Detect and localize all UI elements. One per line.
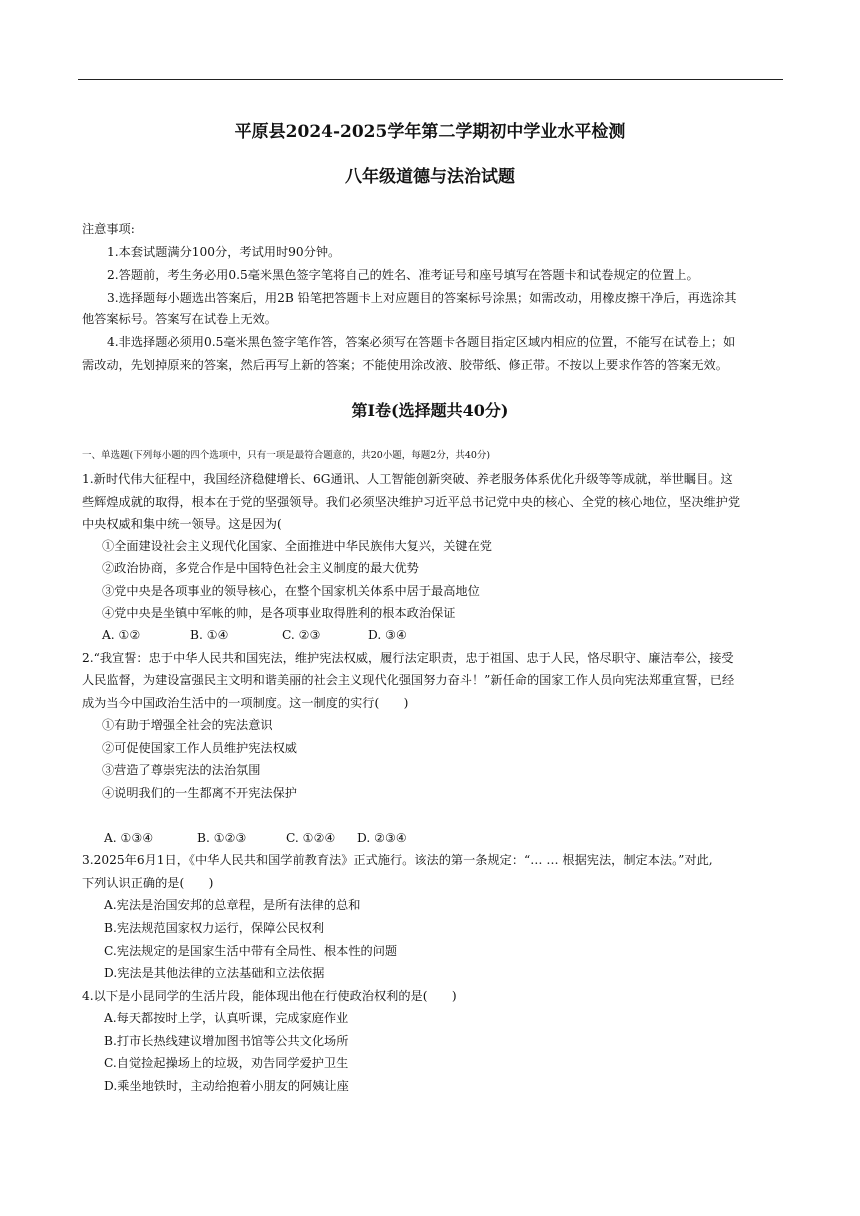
- q1-statement-1: ①全面建设社会主义现代化国家、全面推进中华民族伟大复兴，关键在党: [102, 539, 492, 553]
- exam-title: 平原县2024-2025学年第二学期初中学业水平检测: [234, 122, 626, 142]
- q3-stem-line1: 3.2025年6月1日，《中华人民共和国学前教育法》正式施行。该法的第一条规定：“… … 根据宪法，制定本法。”对此,: [82, 853, 713, 867]
- section-instruction: 一、单选题(下列每小题的四个选项中，只有一项是最符合题意的，共20小题，每题2分，共40分): [82, 450, 491, 461]
- q3-stem-line2: 下列认识正确的是( ): [82, 876, 214, 890]
- note-1: 1.本套试题满分100分，考试用时90分钟。: [107, 245, 341, 259]
- notes-heading: 注意事项:: [82, 222, 135, 236]
- q2-statement-3: ③营造了尊崇宪法的法治氛围: [102, 763, 261, 777]
- q3-option-b[interactable]: B.宪法规范国家权力运行，保障公民权利: [104, 921, 325, 935]
- q1-statement-2: ②政治协商，多党合作是中国特色社会主义制度的最大优势: [102, 561, 419, 575]
- note-2: 2.答题前，考生务必用0.5毫米黑色签字笔将自己的姓名、准考证号和座号填写在答题卡和试卷规定的位置上。: [107, 268, 699, 282]
- q1-option-c[interactable]: C. ②③: [282, 628, 321, 642]
- q1-statement-3: ③党中央是各项事业的领导核心，在整个国家机关体系中居于最高地位: [102, 584, 480, 598]
- q4-stem: 4.以下是小昆同学的生活片段，能体现出他在行使政治权利的是( ): [82, 989, 457, 1003]
- q2-option-c[interactable]: C. ①②④: [286, 831, 336, 845]
- q4-option-b[interactable]: B.打市长热线建议增加图书馆等公共文化场所: [104, 1034, 349, 1048]
- q3-option-c[interactable]: C.宪法规定的是国家生活中带有全局性、根本性的问题: [104, 944, 398, 958]
- q1-stem-line2: 些辉煌成就的取得，根本在于党的坚强领导。我们必须坚决维护习近平总书记党中央的核心、全党的核心地位，坚决维护党: [82, 495, 741, 509]
- q4-option-d[interactable]: D.乘坐地铁时，主动给抱着小朋友的阿姨让座: [104, 1079, 349, 1093]
- q3-option-a[interactable]: A.宪法是治国安邦的总章程，是所有法律的总和: [104, 898, 361, 912]
- q1-option-d[interactable]: D. ③④: [368, 628, 407, 642]
- q2-stem-line2: 人民监督，为建设富强民主文明和谐美丽的社会主义现代化强国努力奋斗！”新任命的国家工作人员向宪法郑重宣誓，已经: [82, 673, 735, 687]
- exam-subtitle: 八年级道德与法治试题: [345, 167, 515, 187]
- q2-statement-2: ②可促使国家工作人员维护宪法权威: [102, 741, 297, 755]
- note-4-line2: 需改动，先划掉原来的答案，然后再写上新的答案；不能使用涂改液、胶带纸、修正带。不按以上要求作答的答案无效。: [82, 358, 728, 372]
- q1-option-b[interactable]: B. ①④: [190, 628, 229, 642]
- q1-stem-line3: 中央权威和集中统一领导。这是因为(: [82, 517, 282, 531]
- header-rule: [78, 79, 783, 80]
- q2-statement-1: ①有助于增强全社会的宪法意识: [102, 718, 273, 732]
- q1-statement-4: ④党中央是坐镇中军帐的帅，是各项事业取得胜利的根本政治保证: [102, 606, 456, 620]
- note-3-line1: 3.选择题每小题选出答案后，用2B 铅笔把答题卡上对应题目的答案标号涂黑；如需改动，用橡皮擦干净后，再选涂其: [107, 291, 737, 305]
- q2-option-d[interactable]: D. ②③④: [357, 831, 407, 845]
- q2-stem-line3: 成为当今中国政治生活中的一项制度。这一制度的实行( ): [82, 696, 409, 710]
- q1-option-a[interactable]: A. ①②: [102, 628, 141, 642]
- q1-stem-line1: 1.新时代伟大征程中，我国经济稳健增长、6G通讯、人工智能创新突破、养老服务体系优化升级等等成就，举世瞩目。这: [82, 472, 733, 486]
- q2-option-a[interactable]: A. ①③④: [104, 831, 154, 845]
- q2-statement-4: ④说明我们的一生都离不开宪法保护: [102, 786, 297, 800]
- note-3-line2: 他答案标号。答案写在试卷上无效。: [82, 312, 277, 326]
- section-title: 第Ⅰ卷(选择题共40分): [351, 401, 509, 420]
- q4-option-a[interactable]: A.每天都按时上学，认真听课，完成家庭作业: [104, 1011, 349, 1025]
- q4-option-c[interactable]: C.自觉捡起操场上的垃圾，劝告同学爱护卫生: [104, 1056, 349, 1070]
- note-4-line1: 4.非选择题必须用0.5毫米黑色签字笔作答，答案必须写在答题卡各题目指定区域内相应的位置，不能写在试卷上；如: [107, 335, 736, 349]
- q2-stem-line1: 2.“我宣誓：忠于中华人民共和国宪法，维护宪法权威，履行法定职责，忠于祖国、忠于人民，恪尽职守、廉洁奉公，接受: [82, 651, 734, 665]
- q3-option-d[interactable]: D.宪法是其他法律的立法基础和立法依据: [104, 966, 325, 980]
- q2-option-b[interactable]: B. ①②③: [197, 831, 247, 845]
